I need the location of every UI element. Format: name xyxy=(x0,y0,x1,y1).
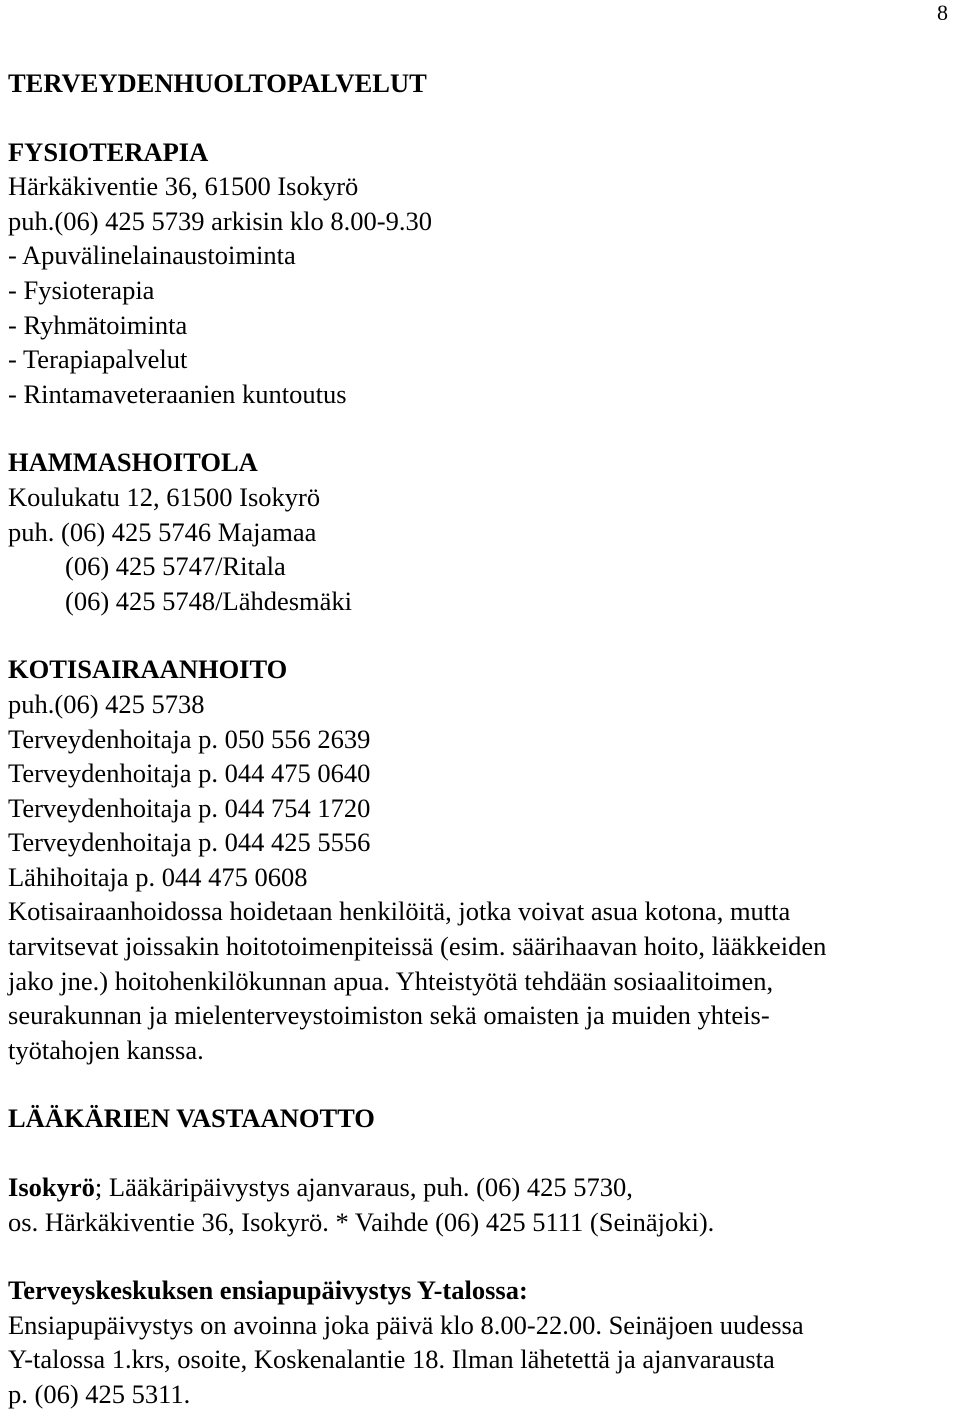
spacer xyxy=(8,1136,948,1170)
document-body xyxy=(8,66,948,1412)
hammashoitola-address: Koulukatu 12, 61500 Isokyrö xyxy=(8,481,321,512)
contact-line: Terveydenhoitaja p. 044 425 5556 xyxy=(8,827,371,858)
section-laakarien-vastaanotto xyxy=(8,1101,948,1411)
description-line: Kotisairaanhoidossa hoidetaan henkilöitä, jotka voivat asua kotona, mutta xyxy=(8,896,791,927)
service-item: - Rintamaveteraanien kuntoutus xyxy=(8,378,347,409)
section-heading-fysioterapia: FYSIOTERAPIA xyxy=(8,136,209,167)
spacer xyxy=(8,1239,948,1273)
page-number: 8 xyxy=(937,0,948,25)
section-fysioterapia xyxy=(8,135,948,412)
section-kotisairaanhoito xyxy=(8,652,948,1067)
hammashoitola-phone: (06) 425 5748/Lähdesmäki xyxy=(65,585,353,616)
section-heading-laakarien-vastaanotto: LÄÄKÄRIEN VASTAANOTTO xyxy=(8,1103,375,1134)
description-line: työtahojen kanssa. xyxy=(8,1034,204,1065)
spacer xyxy=(8,101,948,135)
service-item: - Fysioterapia xyxy=(8,274,155,305)
isokyro-line-text: ; Lääkäripäivystys ajanvaraus, puh. (06) 425 5730, xyxy=(94,1172,633,1203)
fysioterapia-address: Härkäkiventie 36, 61500 Isokyrö xyxy=(8,171,359,202)
hammashoitola-phone: puh. (06) 425 5746 Majamaa xyxy=(8,516,317,547)
contact-line: Lähihoitaja p. 044 475 0608 xyxy=(8,861,308,892)
description-line: tarvitsevat joissakin hoitotoimenpiteissä (esim. säärihaavan hoito, lääkkeiden xyxy=(8,931,827,962)
spacer xyxy=(8,411,948,445)
section-hammashoitola xyxy=(8,445,948,618)
service-item: - Terapiapalvelut xyxy=(8,344,188,375)
contact-line: Terveydenhoitaja p. 050 556 2639 xyxy=(8,723,371,754)
contact-line: Terveydenhoitaja p. 044 754 1720 xyxy=(8,792,371,823)
section-heading-hammashoitola: HAMMASHOITOLA xyxy=(8,447,258,478)
isokyro-line xyxy=(8,1170,948,1205)
spacer xyxy=(8,1067,948,1101)
contact-line: puh.(06) 425 5738 xyxy=(8,688,205,719)
contact-line: Terveydenhoitaja p. 044 475 0640 xyxy=(8,758,371,789)
service-item: - Apuvälinelainaustoiminta xyxy=(8,240,296,271)
fysioterapia-phone: puh.(06) 425 5739 arkisin klo 8.00-9.30 xyxy=(8,205,432,236)
ensiapu-line: Ensiapupäivystys on avoinna joka päivä klo 8.00-22.00. Seinäjoen uudessa xyxy=(8,1309,804,1340)
main-title: TERVEYDENHUOLTOPALVELUT xyxy=(8,68,427,98)
ensiapu-line: p. (06) 425 5311. xyxy=(8,1379,191,1409)
section-heading-kotisairaanhoito: KOTISAIRAANHOITO xyxy=(8,654,288,685)
description-line: jako jne.) hoitohenkilökunnan apua. Yhteistyötä tehdään sosiaalitoimen, xyxy=(8,965,774,996)
isokyro-label: Isokyrö xyxy=(8,1172,95,1203)
description-line: seurakunnan ja mielenterveystoimiston sekä omaisten ja muiden yhteis- xyxy=(8,1000,770,1031)
spacer xyxy=(8,618,948,652)
ensiapu-line: Y-talossa 1.krs, osoite, Koskenalantie 18. Ilman lähetettä ja ajanvarausta xyxy=(8,1344,775,1375)
hammashoitola-phone: (06) 425 5747/Ritala xyxy=(65,551,286,582)
service-item: - Ryhmätoiminta xyxy=(8,309,188,340)
isokyro-address-line: os. Härkäkiventie 36, Isokyrö. * Vaihde (06) 425 5111 (Seinäjoki). xyxy=(8,1206,715,1237)
ensiapu-heading: Terveyskeskuksen ensiapupäivystys Y-talossa: xyxy=(8,1275,528,1306)
